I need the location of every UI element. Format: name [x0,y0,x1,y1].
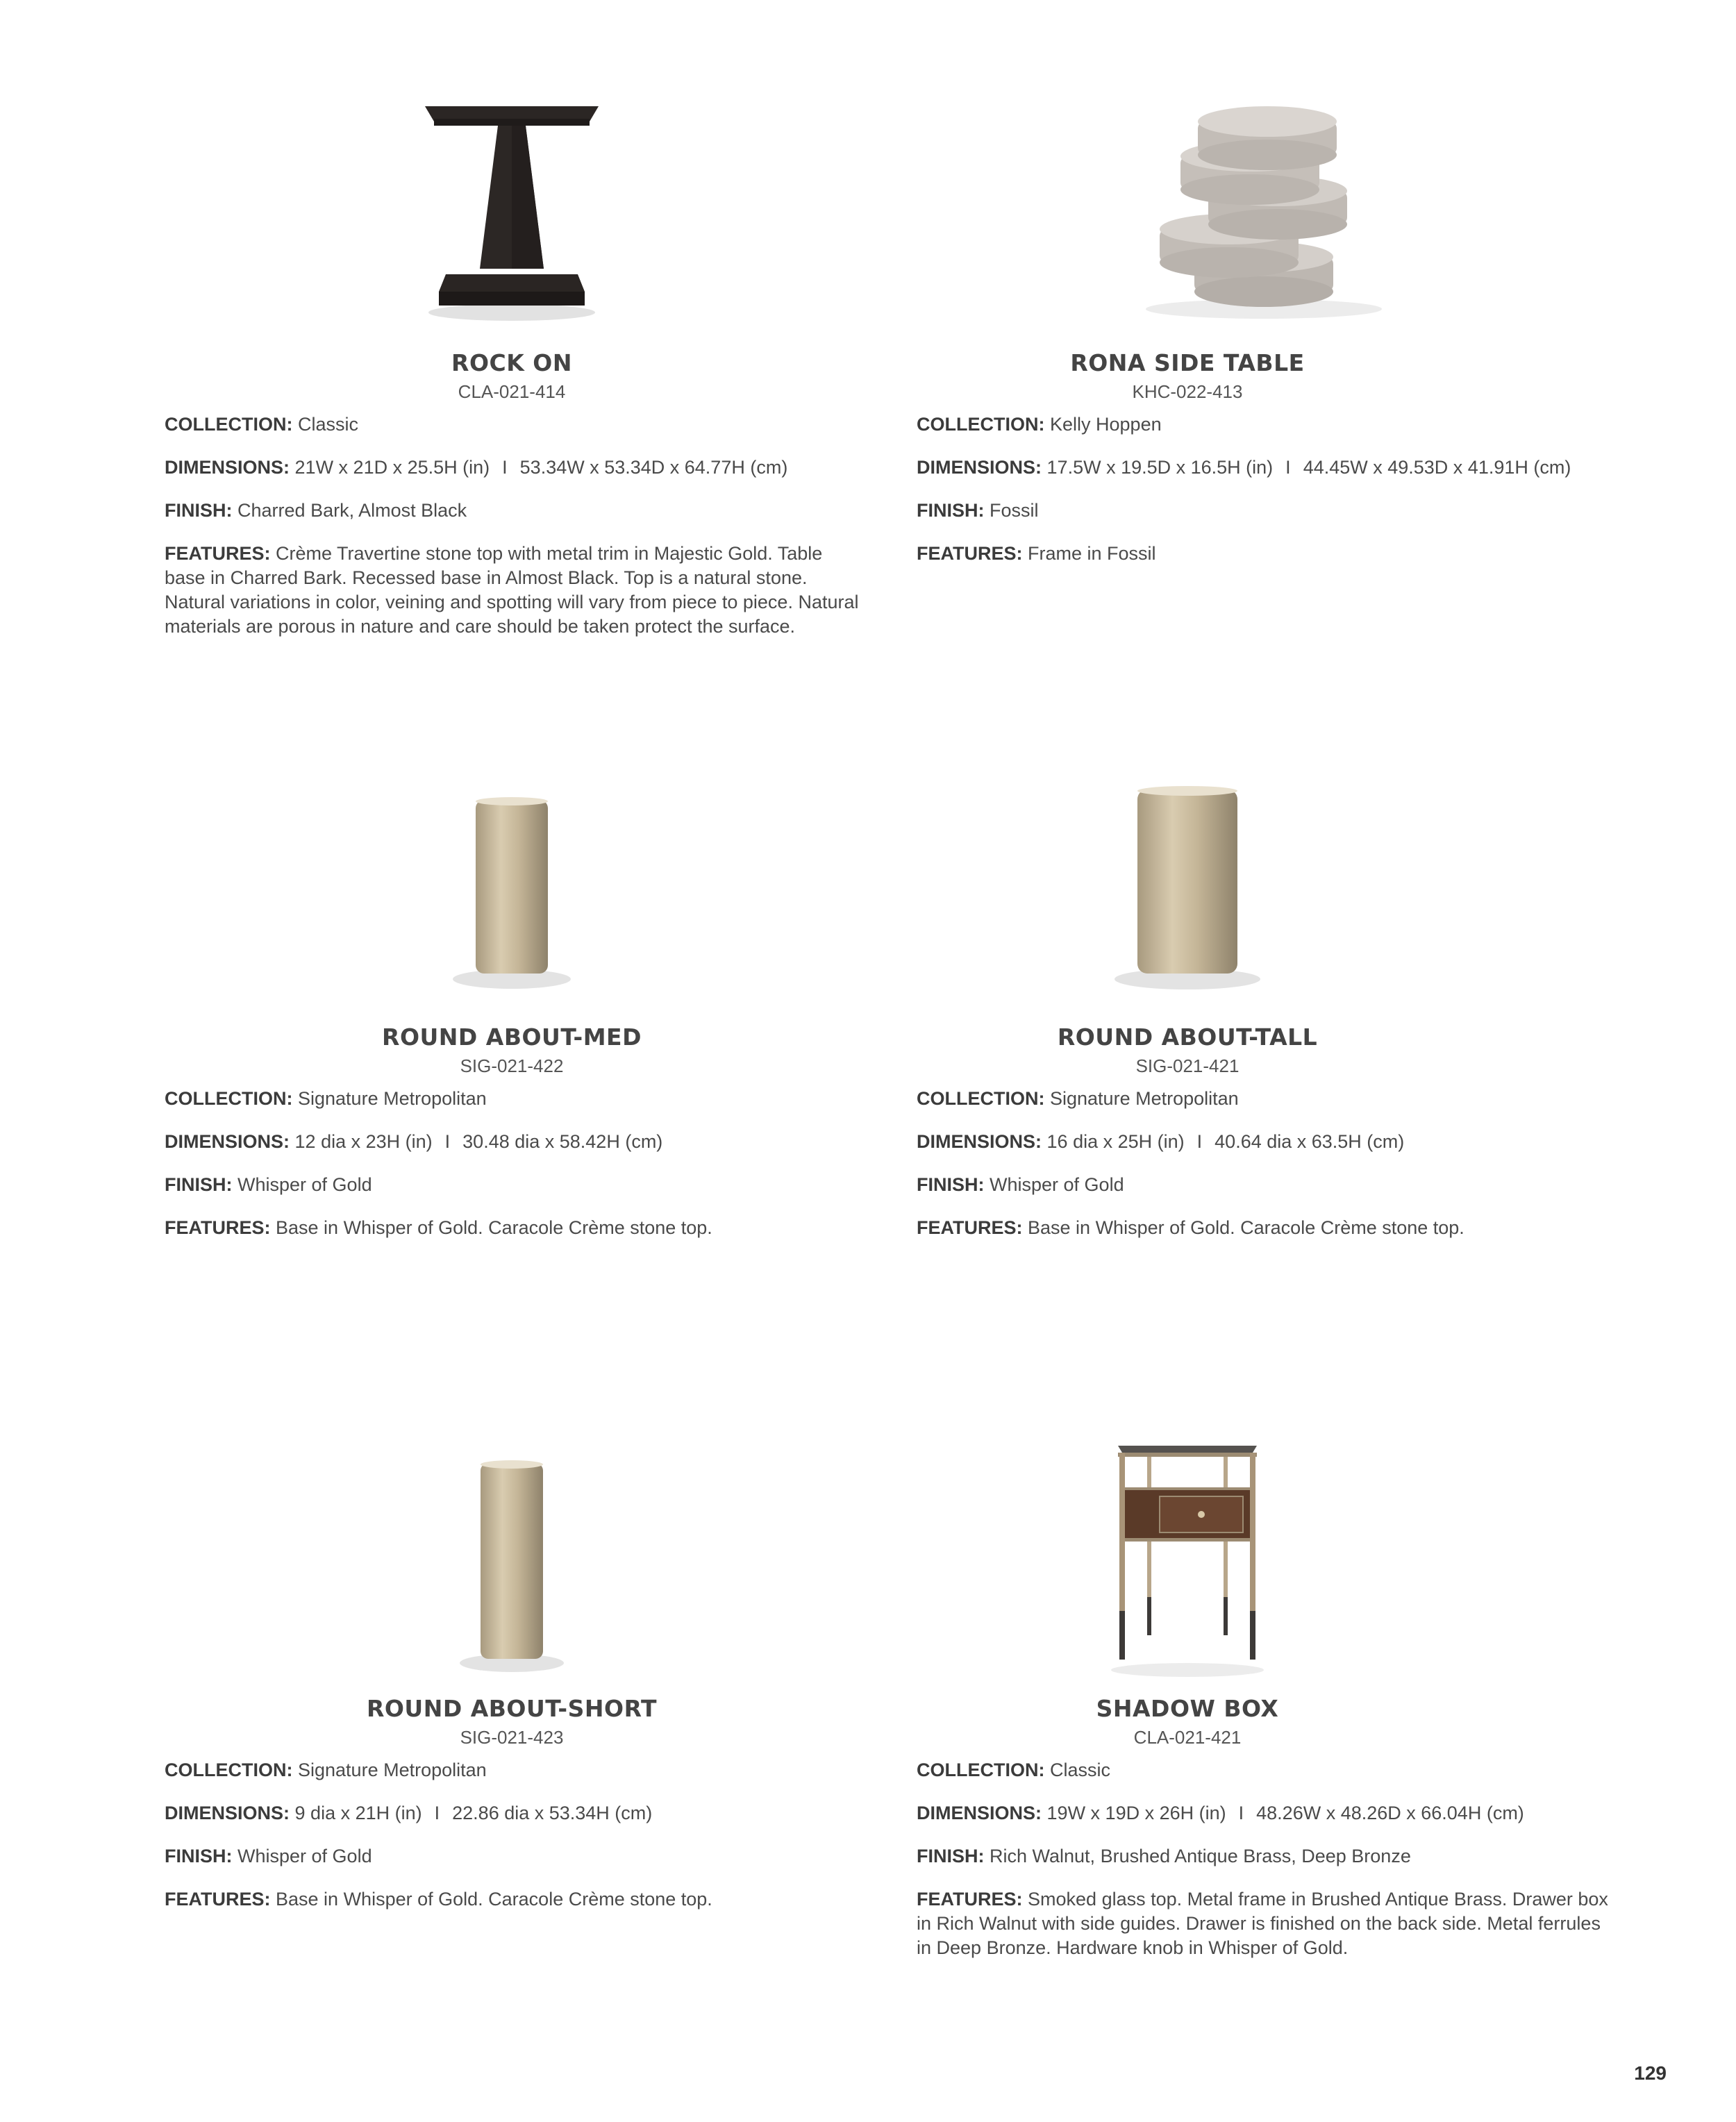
product-image [840,1437,1535,1687]
cylinder-pedestal-icon [449,1455,574,1677]
product-image [917,94,1611,344]
dimensions-in: 9 dia x 21H (in) [294,1803,422,1823]
product-image [165,1455,859,1705]
product-image [165,94,859,344]
features-line: FEATURES: Crème Travertine stone top with metal trim in Majestic Gold. Table base in Charred Bark. Recessed base in Almost Black. Top is a natural stone. Natural variations in color, veining and spotting will vary from piece to piece. Natural materials are porous in nature and care should be taken protect the surface. [165,543,859,637]
nightstand-drawer-icon [1104,1437,1271,1680]
collection-value: Signature Metropolitan [298,1760,487,1780]
product-title: ROUND ABOUT-SHORT [366,1695,658,1722]
features-value: Base in Whisper of Gold. Caracole Crème stone top. [276,1889,712,1910]
features-line: FEATURES: Base in Whisper of Gold. Caracole Crème stone top. [165,1217,712,1238]
finish-value: Charred Bark, Almost Black [237,500,467,521]
features-line: FEATURES: Frame in Fossil [917,543,1156,564]
product-sku: KHC-022-413 [1132,381,1243,402]
cylinder-pedestal-icon [442,792,581,993]
finish-line: FINISH: Whisper of Gold [165,1846,372,1866]
features-value: Crème Travertine stone top with metal trim in Majestic Gold. Table base in Charred Bark. Recessed base in Almost Black. Top is a natural stone. Natural variations in color, veining and spotting will vary from piece to piece. Natural materials are porous in nature and care should be taken protect the surface. [165,543,859,637]
stacked-disc-table-icon [1132,94,1396,323]
dimensions-line: DIMENSIONS: 19W x 19D x 26H (in) I 48.26W x 48.26D x 66.04H (cm) [917,1803,1524,1823]
product-sku: SIG-021-422 [460,1055,564,1076]
finish-value: Whisper of Gold [237,1174,372,1195]
finish-line: FINISH: Rich Walnut, Brushed Antique Brass, Deep Bronze [917,1846,1411,1866]
dimensions-in: 16 dia x 25H (in) [1046,1131,1185,1152]
collection-line: COLLECTION: Signature Metropolitan [165,1760,487,1780]
pedestal-side-table-icon [408,94,616,323]
dimensions-in: 21W x 21D x 25.5H (in) [294,457,490,478]
dimensions-line: DIMENSIONS: 9 dia x 21H (in) I 22.86 dia x 53.34H (cm) [165,1803,653,1823]
page-number: 129 [1634,2062,1667,2084]
collection-line: COLLECTION: Signature Metropolitan [917,1088,1239,1109]
finish-value: Whisper of Gold [990,1174,1124,1195]
collection-value: Classic [298,414,359,435]
product-image [165,792,859,1042]
collection-line: COLLECTION: Classic [917,1760,1111,1780]
dimensions-in: 17.5W x 19.5D x 16.5H (in) [1046,457,1274,478]
product-title: RONA SIDE TABLE [1070,349,1305,376]
dimensions-line: DIMENSIONS: 16 dia x 25H (in) I 40.64 dia x 63.5H (cm) [917,1131,1405,1152]
features-value: Base in Whisper of Gold. Caracole Crème stone top. [1028,1217,1464,1238]
dimensions-in: 19W x 19D x 26H (in) [1046,1803,1226,1823]
finish-value: Whisper of Gold [237,1846,372,1866]
dimensions-cm: 48.26W x 48.26D x 66.04H (cm) [1256,1803,1524,1823]
features-line: FEATURES: Smoked glass top. Metal frame in Brushed Antique Brass. Drawer box in Rich Walnut with side guides. Drawer is finished on the back side. Metal ferrules in Deep Bronze. Hardware knob in Whisper of Gold. [917,1889,1608,1958]
dimensions-line: DIMENSIONS: 21W x 21D x 25.5H (in) I 53.34W x 53.34D x 64.77H (cm) [165,457,788,478]
dimensions-cm: 44.45W x 49.53D x 41.91H (cm) [1303,457,1571,478]
collection-value: Signature Metropolitan [298,1088,487,1109]
collection-line: COLLECTION: Signature Metropolitan [165,1088,487,1109]
dimensions-cm: 40.64 dia x 63.5H (cm) [1215,1131,1405,1152]
product-sku: CLA-021-421 [1133,1727,1242,1748]
finish-value: Fossil [990,500,1039,521]
features-line: FEATURES: Base in Whisper of Gold. Caracole Crème stone top. [917,1217,1464,1238]
dimensions-cm: 53.34W x 53.34D x 64.77H (cm) [519,457,788,478]
collection-value: Kelly Hoppen [1050,414,1162,435]
features-value: Base in Whisper of Gold. Caracole Crème stone top. [276,1217,712,1238]
dimensions-line: DIMENSIONS: 12 dia x 23H (in) I 30.48 dia x 58.42H (cm) [165,1131,663,1152]
product-sku: SIG-021-423 [460,1727,564,1748]
product-sku: SIG-021-421 [1135,1055,1240,1076]
collection-line: COLLECTION: Kelly Hoppen [917,414,1162,435]
finish-line: FINISH: Fossil [917,500,1039,521]
features-line: FEATURES: Base in Whisper of Gold. Caracole Crème stone top. [165,1889,712,1910]
finish-line: FINISH: Whisper of Gold [165,1174,372,1195]
product-image [840,781,1535,1031]
collection-line: COLLECTION: Classic [165,414,359,435]
finish-line: FINISH: Charred Bark, Almost Black [165,500,467,521]
dimensions-cm: 22.86 dia x 53.34H (cm) [452,1803,653,1823]
finish-line: FINISH: Whisper of Gold [917,1174,1124,1195]
dimensions-line: DIMENSIONS: 17.5W x 19.5D x 16.5H (in) I 44.45W x 49.53D x 41.91H (cm) [917,457,1571,478]
features-value: Frame in Fossil [1028,543,1156,564]
finish-value: Rich Walnut, Brushed Antique Brass, Deep Bronze [990,1846,1411,1866]
product-title: SHADOW BOX [1096,1695,1279,1722]
product-title: ROUND ABOUT-TALL [1057,1024,1318,1051]
product-title: ROCK ON [451,349,572,376]
collection-value: Classic [1050,1760,1111,1780]
collection-value: Signature Metropolitan [1050,1088,1239,1109]
product-sku: CLA-021-414 [458,381,566,402]
features-value: Smoked glass top. Metal frame in Brushed Antique Brass. Drawer box in Rich Walnut with side guides. Drawer is finished on the back side. Metal ferrules in Deep Bronze. Hardware knob in Whisper of Gold. [917,1889,1608,1958]
product-title: ROUND ABOUT-MED [382,1024,642,1051]
cylinder-pedestal-icon [1104,781,1271,993]
dimensions-cm: 30.48 dia x 58.42H (cm) [462,1131,663,1152]
dimensions-in: 12 dia x 23H (in) [294,1131,433,1152]
